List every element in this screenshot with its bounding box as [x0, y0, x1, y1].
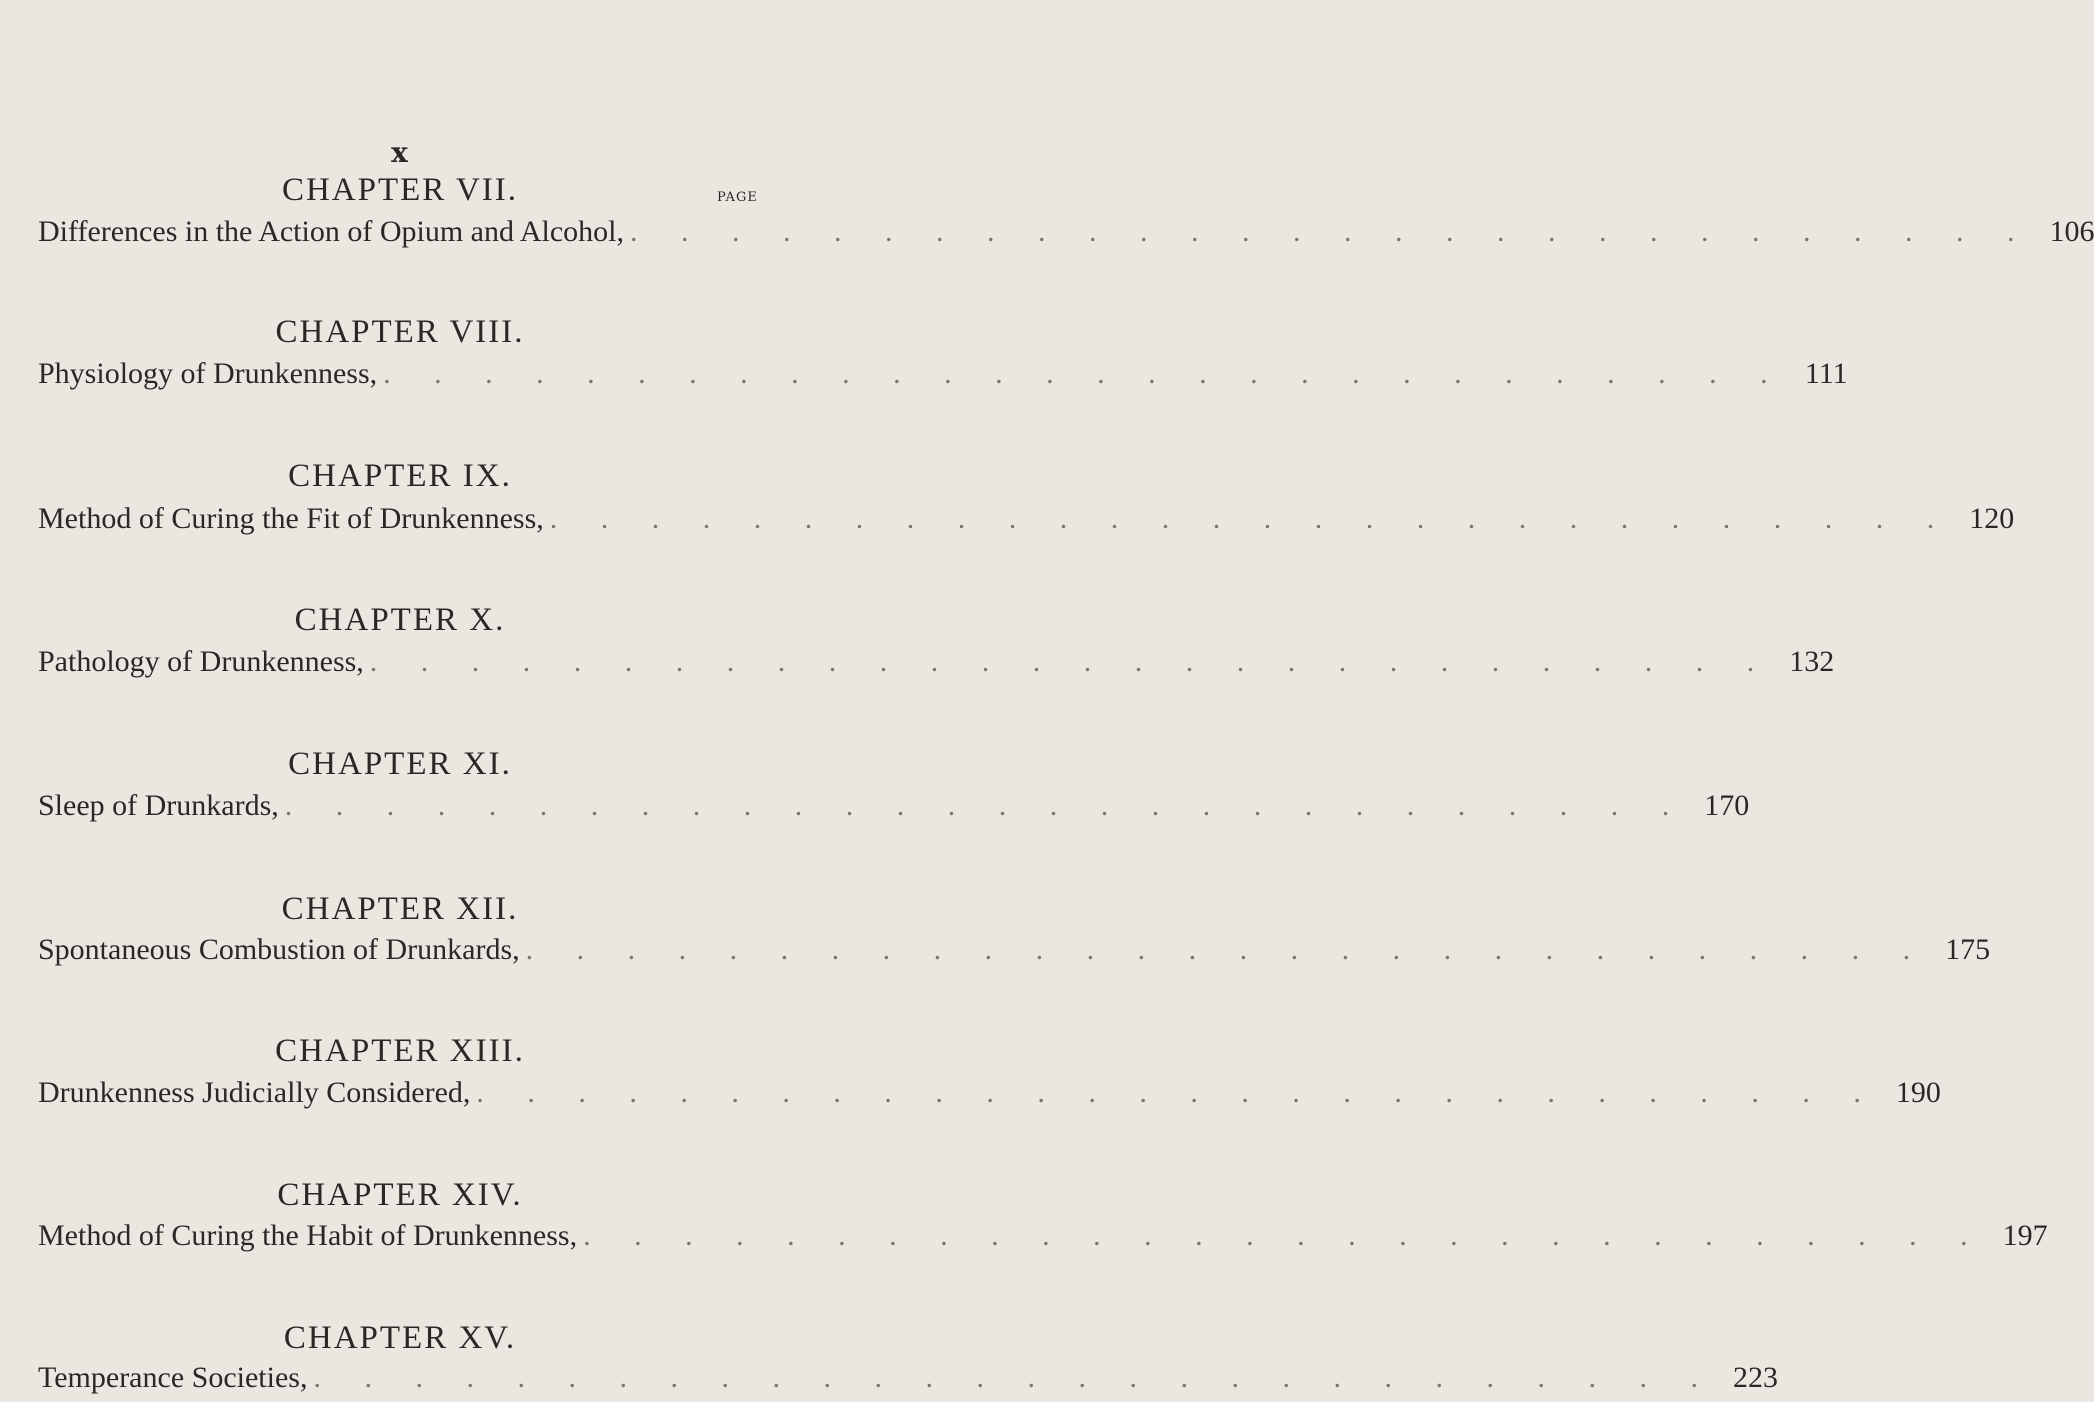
chapter-heading: CHAPTER XIV.	[277, 1177, 523, 1213]
dot-leader: . . . . . . . . . . . . . . . . . . . . . . . . . . . .	[549, 502, 1953, 535]
dot-leader: . . . . . . . . . . . . . . . . . . . . . . . . . . . .	[525, 933, 1929, 966]
toc-entry	[38, 1361, 1778, 1401]
entry-page-number: 111	[1804, 357, 1848, 390]
entry-title: Method of Curing the Habit of Drunkenness,	[38, 1219, 578, 1252]
entry-page-number: 106	[2049, 215, 2094, 248]
chapter-heading: CHAPTER XIII.	[275, 1033, 525, 1069]
entry-page-number: 175	[1945, 933, 1991, 966]
dot-leader: . . . . . . . . . . . . . . . . . . . . . . . . . . . .	[369, 645, 1773, 678]
entry-page-number: 190	[1895, 1076, 1941, 1109]
chapter-heading: CHAPTER XV.	[283, 1320, 517, 1356]
entry-page-number: 223	[1732, 1361, 1778, 1394]
dot-leader: . . . . . . . . . . . . . . . . . . . . . . . . . . . .	[476, 1076, 1879, 1109]
dot-leader: . . . . . . . . . . . . . . . . . . . . . . . . . . . .	[383, 357, 1786, 390]
entry-title: Physiology of Drunkenness,	[38, 357, 378, 390]
toc-entry	[38, 502, 2015, 542]
toc-entry	[38, 1076, 1941, 1116]
chapter-heading: CHAPTER X.	[294, 602, 506, 638]
dot-leader: . . . . . . . . . . . . . . . . . . . . . . . . . . . .	[629, 215, 2033, 248]
toc-entry	[38, 933, 1991, 973]
chapter-heading: CHAPTER XII.	[281, 891, 519, 927]
chapter-heading: CHAPTER VIII.	[275, 314, 525, 350]
toc-entry	[38, 1219, 2048, 1259]
toc-entry	[38, 645, 1835, 685]
dot-leader: . . . . . . . . . . . . . . . . . . . . . . . . . . . .	[313, 1361, 1716, 1394]
entry-title: Drunkenness Judicially Considered,	[38, 1076, 471, 1109]
toc-entry	[38, 357, 1848, 397]
page-folio: x	[391, 136, 409, 169]
entry-title: Method of Curing the Fit of Drunkenness,	[38, 502, 544, 535]
entry-page-number: 132	[1789, 645, 1835, 678]
entry-page-number: 170	[1704, 789, 1750, 822]
entry-title: Sleep of Drunkards,	[38, 789, 279, 822]
toc-entry	[38, 789, 1750, 829]
entry-title: Pathology of Drunkenness,	[38, 645, 364, 678]
chapter-heading: CHAPTER IX.	[288, 458, 512, 494]
entry-title: Temperance Societies,	[38, 1361, 308, 1394]
chapter-heading: CHAPTER XI.	[288, 746, 512, 782]
chapter-heading: CHAPTER VII.	[281, 172, 519, 208]
entry-page-number: 197	[2002, 1219, 2048, 1252]
entry-page-number: 120	[1969, 502, 2015, 535]
page-column-label: PAGE	[717, 190, 758, 205]
toc-entry	[38, 215, 2094, 255]
entry-title: Differences in the Action of Opium and Alcohol,	[38, 215, 624, 248]
entry-title: Spontaneous Combustion of Drunkards,	[38, 933, 520, 966]
dot-leader: . . . . . . . . . . . . . . . . . . . . . . . . . . . .	[583, 1219, 1986, 1252]
dot-leader: . . . . . . . . . . . . . . . . . . . . . . . . . . . .	[284, 789, 1688, 822]
